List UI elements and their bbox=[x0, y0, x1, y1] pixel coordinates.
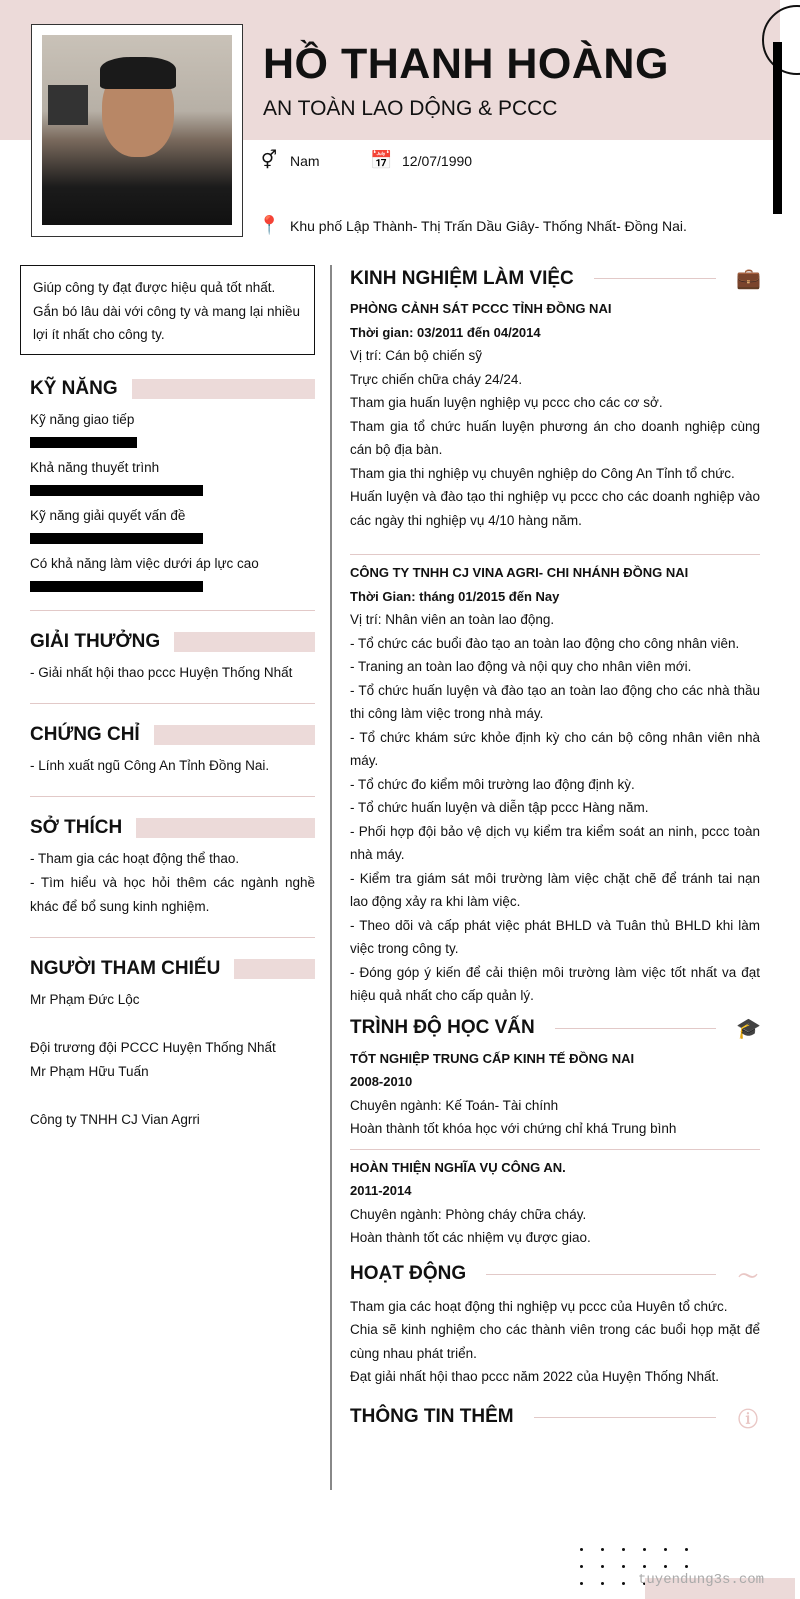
skill-bar bbox=[30, 437, 137, 448]
separator bbox=[350, 554, 760, 555]
job-line: Trực chiến chữa cháy 24/24. bbox=[350, 371, 523, 387]
education-line: Hoàn thành tốt các nhiệm vụ được giao. bbox=[350, 1230, 591, 1245]
awards-text: - Giải nhất hội thao pccc Huyện Thống Nhất bbox=[30, 665, 293, 680]
education-line: Hoàn thành tốt khóa học với chứng chỉ khá Trung bình bbox=[350, 1121, 677, 1136]
job-line: Tham gia huấn luyện nghiệp vụ pccc cho các cơ sở. bbox=[350, 395, 663, 410]
gender-icon: ⚥ bbox=[260, 150, 278, 170]
graduation-cap-icon: 🎓 bbox=[736, 1017, 761, 1040]
job-line: - Theo dõi và cấp phát việc phát BHLD và Tuân thủ BHLD khi làm việc trong công ty. bbox=[350, 917, 760, 956]
ref-line: Đội trương đội PCCC Huyện Thống Nhất bbox=[30, 1040, 276, 1055]
hobby: - Tìm hiểu và học hỏi thêm các ngành nghề khác để bổ sung kinh nghiệm. bbox=[30, 875, 315, 914]
birthday: 12/07/1990 bbox=[402, 152, 473, 169]
education-entry bbox=[350, 1149, 760, 1250]
job-title: AN TOÀN LAO DỘNG & PCCC bbox=[263, 97, 558, 120]
name: HỒ THANH HOÀNG bbox=[263, 40, 669, 88]
years: 2008-2010 bbox=[350, 1074, 413, 1089]
skill-item bbox=[30, 408, 315, 448]
hobbies-heading: SỞ THÍCH bbox=[30, 817, 123, 838]
job-time: Thời Gian: tháng 01/2015 đến Nay bbox=[350, 588, 560, 604]
awards-heading: GIẢI THƯỞNG bbox=[30, 631, 161, 652]
job-company: PHÒNG CẢNH SÁT PCCC TỈNH ĐỒNG NAI bbox=[350, 301, 612, 316]
separator bbox=[350, 1149, 760, 1150]
job-entry bbox=[350, 297, 760, 532]
more-info-heading: THÔNG TIN THÊM bbox=[350, 1406, 514, 1427]
job-line: - Tổ chức các buổi đào tạo an toàn lao động cho công nhân viên. bbox=[350, 635, 740, 651]
ref-line: Mr Phạm Hữu Tuấn bbox=[30, 1064, 149, 1079]
job-entry bbox=[350, 554, 760, 1008]
school: TỐT NGHIỆP TRUNG CẤP KINH TẾ ĐỒNG NAI bbox=[350, 1050, 635, 1066]
job-line: - Traning an toàn lao động và nội quy cho nhân viên mới. bbox=[350, 659, 692, 674]
right-column bbox=[350, 266, 760, 1438]
school: HOÀN THIỆN NGHĨA VỤ CÔNG AN. bbox=[350, 1159, 566, 1175]
experience-heading: KINH NGHIỆM LÀM VIỆC bbox=[350, 267, 574, 289]
skill-item bbox=[30, 456, 315, 496]
left-column bbox=[30, 378, 315, 1132]
education-entry bbox=[350, 1047, 760, 1141]
summary: Giúp công ty đạt được hiệu quả tốt nhất. Gắn bó lâu dài với công ty và mang lại nhiều lợi ít nhất cho công ty. bbox=[20, 265, 315, 355]
ref-line: Công ty TNHH CJ Vian Agrri bbox=[30, 1112, 200, 1127]
years: 2011-2014 bbox=[350, 1183, 412, 1198]
avatar bbox=[31, 24, 243, 237]
skill-label: Kỹ năng giải quyết vấn đề bbox=[30, 508, 186, 523]
activity: Chia sẽ kinh nghiệm cho các thành viên trong các buổi họp mặt để cùng nhau phát triển. bbox=[350, 1322, 760, 1361]
skill-label: Khả năng thuyết trình bbox=[30, 460, 160, 475]
job-time: Thời gian: 03/2011 đến 04/2014 bbox=[350, 324, 541, 340]
job-line: - Đóng góp ý kiến để cải thiện môi trường làm việc tốt nhất va đạt hiệu quả nhất cho cấp quản lý. bbox=[350, 964, 760, 1003]
job-line: Tham gia tổ chức huấn luyện phương án cho doanh nghiệp cùng cán bộ địa bàn. bbox=[350, 418, 760, 457]
job-line: - Kiểm tra giám sát môi trường làm việc chặt chẽ để tránh tai nạn lao động xảy ra khi làm việc. bbox=[350, 870, 760, 909]
certs-heading: CHỨNG CHỈ bbox=[30, 724, 140, 745]
certs-text: - Lính xuất ngũ Công An Tỉnh Đồng Nai. bbox=[30, 758, 270, 773]
skill-bar bbox=[30, 485, 203, 496]
job-company: CÔNG TY TNHH CJ VINA AGRI- CHI NHÁNH ĐỒNG NAI bbox=[350, 565, 689, 580]
hobby: - Tham gia các hoạt động thể thao. bbox=[30, 851, 240, 866]
job-line: Tham gia thi nghiệp vụ chuyên nghiệp do Công An Tỉnh tổ chức. bbox=[350, 465, 735, 481]
gender: Nam bbox=[290, 152, 320, 169]
education-line: Chuyên ngành: Phòng cháy chữa cháy. bbox=[350, 1206, 587, 1222]
address: Khu phố Lập Thành- Thị Trấn Dầu Giây- Thống Nhất- Đồng Nai. bbox=[290, 217, 687, 234]
activity: Đạt giải nhất hội thao pccc năm 2022 của Huyện Thống Nhất. bbox=[350, 1369, 719, 1384]
ref-line: Mr Phạm Đức Lộc bbox=[30, 992, 140, 1007]
job-line: Vị trí: Nhân viên an toàn lao động. bbox=[350, 612, 555, 627]
info-icon: ⓘ bbox=[738, 1408, 758, 1431]
education-heading: TRÌNH ĐỘ HỌC VẤN bbox=[350, 1017, 535, 1038]
skills-heading: KỸ NĂNG bbox=[30, 378, 118, 399]
skill-item bbox=[30, 504, 315, 544]
skill-item bbox=[30, 552, 315, 592]
job-line: - Tổ chức đo kiểm môi trường lao động định kỳ. bbox=[350, 776, 635, 792]
job-line: Vị trí: Cán bộ chiến sỹ bbox=[350, 348, 483, 363]
job-line: - Phối hợp đội bảo vệ dịch vụ kiểm tra kiểm soát an ninh, pccc toàn nhà máy. bbox=[350, 823, 760, 862]
education-line: Chuyên ngành: Kế Toán- Tài chính bbox=[350, 1097, 559, 1113]
job-line: - Tổ chức huấn luyện và diễn tập pccc Hàng năm. bbox=[350, 800, 649, 815]
decor-bar bbox=[773, 42, 782, 214]
briefcase-icon: 💼 bbox=[736, 268, 761, 290]
job-line: - Tổ chức khám sức khỏe định kỳ cho cán bộ công nhân viên nhà máy. bbox=[350, 729, 760, 768]
refs-heading: NGƯỜI THAM CHIẾU bbox=[30, 958, 221, 979]
activity: Tham gia các hoạt động thi nghiệp vụ pccc của Huyên tổ chức. bbox=[350, 1298, 728, 1314]
skill-label: Có khả năng làm việc dưới áp lực cao bbox=[30, 556, 259, 571]
job-line: - Tổ chức huấn luyện và đào tạo an toàn lao động cho các nhà thầu thi công làm việc trong nhà máy. bbox=[350, 682, 760, 721]
calendar-icon: 📅 bbox=[370, 150, 393, 170]
pulse-icon: 〜 bbox=[738, 1265, 758, 1288]
watermark: tuyendung3s.com bbox=[638, 1572, 765, 1588]
activities-heading: HOẠT ĐỘNG bbox=[350, 1263, 467, 1284]
skill-bar bbox=[30, 533, 203, 544]
location-icon: 📍 bbox=[258, 215, 281, 235]
column-divider bbox=[330, 265, 332, 1490]
skill-label: Kỹ năng giao tiếp bbox=[30, 412, 135, 427]
skill-bar bbox=[30, 581, 203, 592]
job-line: Huấn luyện và đào tạo thi nghiệp vụ pccc cho các doanh nghiệp vào các ngày thi nghiệp vụ 4/10 hàng năm. bbox=[350, 489, 760, 528]
